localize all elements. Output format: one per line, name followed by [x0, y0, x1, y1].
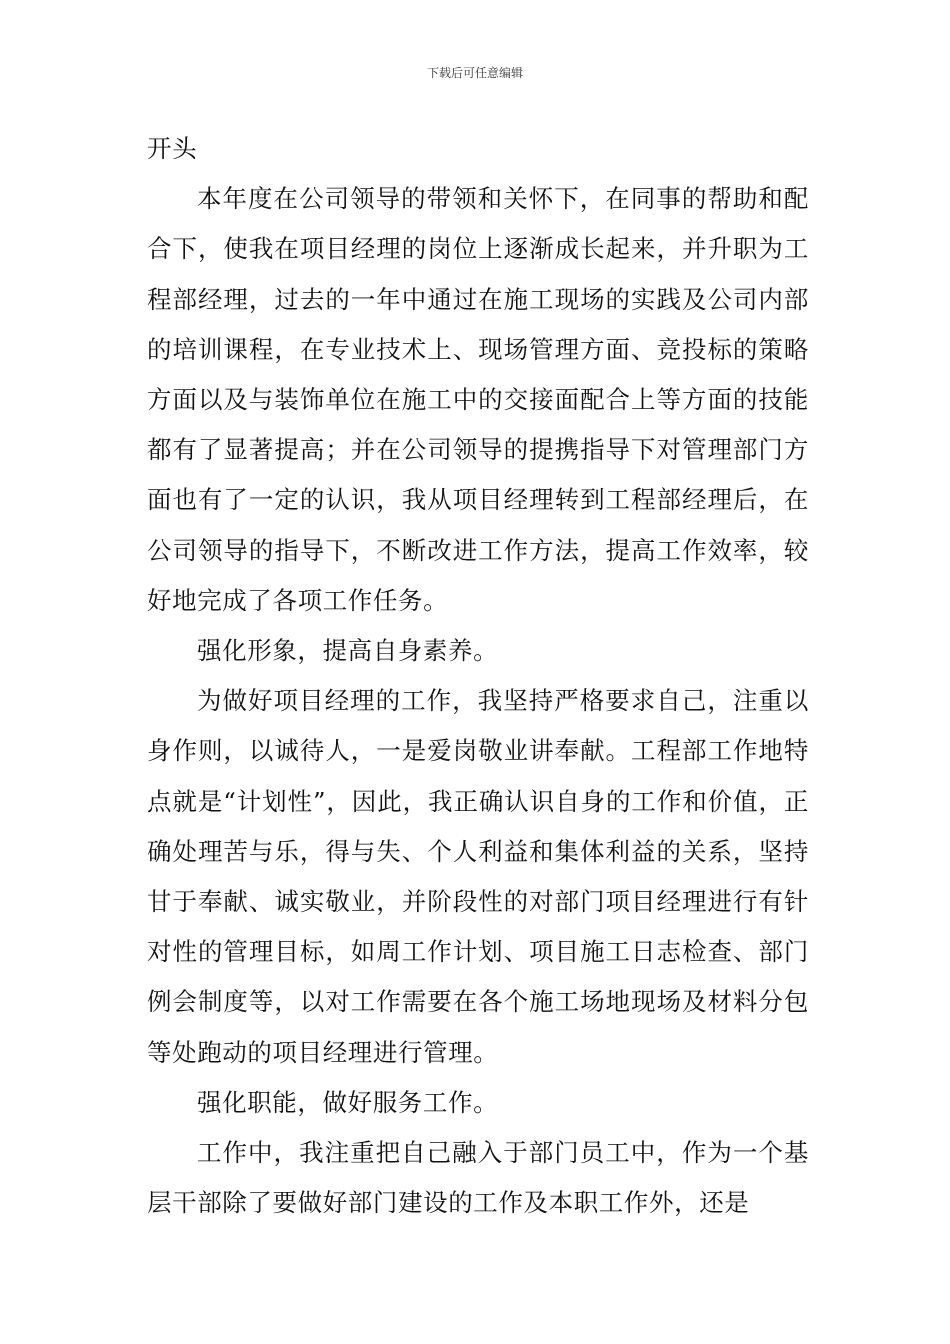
opening-heading: 开头: [147, 134, 198, 163]
paragraph-intro: 本年度在公司领导的带领和关怀下，在同事的帮助和配合下，使我在项目经理的岗位上逐渐成长起来，并升职为工程部经理，过去的一年中通过在施工现场的实践及公司内部的培训课程，在专业技术上、现场管理方面、竞投标的策略方面以及与装饰单位在施工中的交接面配合上等方面的技能都有了显著提高；并在公司领导的提携指导下对管理部门方面也有了一定的认识，我从项目经理转到工程部经理后，在公司领导的指导下，不断改进工作方法，提高工作效率，较好地完成了各项工作任务。: [147, 184, 809, 615]
section-heading-image: 强化形象，提高自身素养。: [197, 636, 499, 666]
document-body: [147, 124, 809, 1228]
paragraph-image: 为做好项目经理的工作，我坚持严格要求自己，注重以身作则，以诚待人，一是爱岗敬业讲奉献。工程部工作地特点就是“计划性”，因此，我正确认识自身的工作和价值，正确处理苦与乐，得与失、个人利益和集体利益的关系，坚持甘于奉献、诚实敬业，并阶段性的对部门项目经理进行有针对性的管理目标，如周工作计划、项目施工日志检查、部门例会制度等，以对工作需要在各个施工场地现场及材料分包等处跑动的项目经理进行管理。: [147, 686, 809, 1067]
page-header: 下载后可任意编辑: [426, 66, 523, 80]
paragraph-service: 工作中，我注重把自己融入于部门员工中，作为一个基层干部除了要做好部门建设的工作及本职工作外，还是: [147, 1138, 809, 1218]
section-heading-service: 强化职能，做好服务工作。: [197, 1087, 499, 1117]
